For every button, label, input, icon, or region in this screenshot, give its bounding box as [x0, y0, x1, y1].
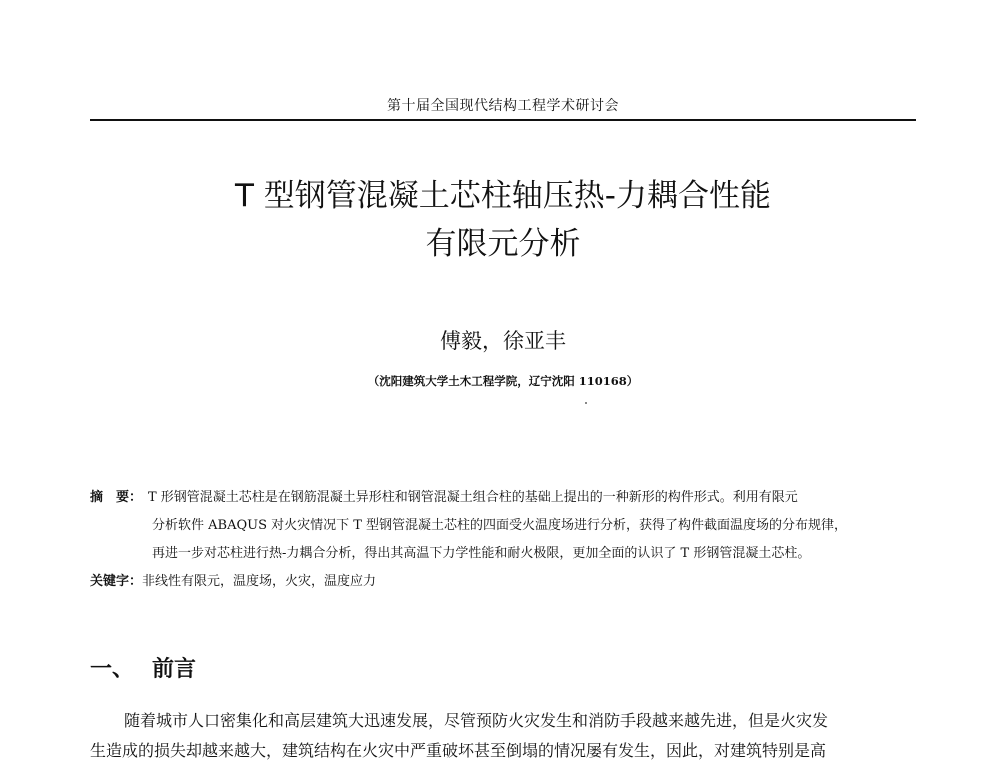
keywords-label: 关键字：	[90, 574, 143, 589]
author-list: 傅毅，徐亚丰	[440, 329, 566, 353]
body-paragraph	[90, 706, 918, 766]
paper-title-line-1: T 型钢管混凝土芯柱轴压热-力耦合性能	[235, 178, 771, 214]
paper-title	[90, 172, 916, 268]
abstract-line	[90, 484, 918, 512]
abstract-line	[90, 540, 918, 568]
section-heading	[90, 655, 490, 689]
abstract-text-line-1: T 形钢管混凝土芯柱是在钢筋混凝土异形柱和钢管混凝土组合柱的基础上提出的一种新形的构件形式。利用有限元	[148, 490, 798, 505]
keywords-text: 非线性有限元，温度场，火灾，温度应力	[142, 574, 377, 589]
scan-speck	[585, 402, 587, 404]
abstract-text-line-3: 再进一步对芯柱进行热-力耦合分析，得出其高温下力学性能和耐火极限，更加全面的认识了 T 形钢管混凝土芯柱。	[152, 546, 811, 561]
body-text-line-2: 生造成的损失却越来越大，建筑结构在火灾中严重破坏甚至倒塌的情况屡有发生，因此，对建筑特别是高	[90, 741, 827, 760]
paper-title-line-2: 有限元分析	[425, 226, 581, 262]
abstract-label: 摘 要：	[90, 490, 143, 505]
keywords-line	[90, 568, 918, 596]
abstract-line	[90, 512, 918, 540]
abstract-block	[90, 484, 918, 568]
body-text-line-1: 随着城市人口密集化和高层建筑大迅速发展，尽管预防火灾发生和消防手段越来越先进，但是火灾发	[124, 711, 829, 730]
section-number: 一、	[90, 657, 135, 682]
abstract-text-line-2: 分析软件 ABAQUS 对火灾情况下 T 型钢管混凝土芯柱的四面受火温度场进行分析，获得了构件截面温度场的分布规律，	[152, 518, 848, 533]
author-affiliation: （沈阳建筑大学土木工程学院，辽宁沈阳 110168）	[367, 374, 639, 388]
running-header: 第十届全国现代结构工程学术研讨会	[387, 98, 619, 114]
header-divider	[90, 119, 916, 121]
section-title: 前言	[152, 657, 197, 682]
